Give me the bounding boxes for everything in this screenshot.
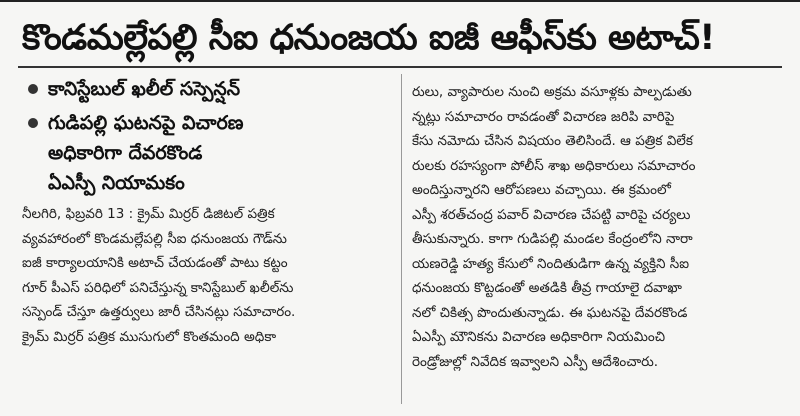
bullet-dot-icon xyxy=(28,118,38,128)
body-line: వ్యవహారంలో కొండమల్లేపల్లి సీఐ ధనుంజయ గౌడ్‌ను xyxy=(22,230,287,247)
column-divider xyxy=(401,74,402,404)
body-line: రులకు రహస్యంగా పోలీస్ శాఖ అధికారులు సమాచారం xyxy=(412,157,696,174)
body-line: రులు, వ్యాపారుల నుంచి అక్రమ వసూళ్లకు పాల్పడుతు xyxy=(412,84,692,100)
body-line: కేసు నమోదు చేసిన విషయం తెలిసిందే. ఆ పత్రిక విలేక xyxy=(412,133,693,149)
bullet-text xyxy=(48,108,378,198)
bullet-text xyxy=(48,74,378,104)
body-line: రెండ్రోజుల్లో నివేదిక ఇవ్వాలని ఎస్పీ ఆదేశించారు. xyxy=(412,353,659,370)
body-line: యణరెడ్డి హత్య కేసులో నిందితుడిగా ఉన్న వ్యక్తిని సీఐ xyxy=(412,255,690,272)
body-line: నీలగిరి, ఫిబ్రవరి 13 : క్రైమ్ మిర్రర్ డిజిటల్ పత్రిక xyxy=(22,206,275,222)
bullet-line: అధికారిగా దేవరకొండ xyxy=(48,142,203,164)
body-line: నలో చికిత్స పొందుతున్నాడు. ఈ ఘటనపై దేవరకొండ xyxy=(412,304,688,321)
body-line: ధనుంజయ కొట్టడంతో అతడికి తీవ్ర గాయాలై దవాఖా xyxy=(412,280,682,296)
body-line: ఐజీ కార్యాలయానికి అటాచ్ చేయడంతో పాటు కట్టం xyxy=(22,255,288,271)
body-line: ఏఎస్పీ మౌనికను విచారణ అధికారిగా నియమించి xyxy=(412,329,666,345)
body-line: తీసుకున్నారు. కాగా గుడిపల్లి మండల కేంద్రంలోని నారా xyxy=(412,231,693,247)
headline-rule xyxy=(18,66,782,68)
right-column xyxy=(412,80,782,410)
bullet-line: ఏఎస్పీ నియామకం xyxy=(48,172,185,194)
body-line: క్రైమ్ మిర్రర్ పత్రిక ముసుగులో కొంతమంది అధికా xyxy=(22,328,277,345)
left-column xyxy=(22,74,394,414)
bullet-point xyxy=(22,108,394,198)
bullet-line: గుడిపల్లి ఘటనపై విచారణ xyxy=(48,112,244,134)
body-line: అందిస్తున్నారని ఆరోపణలు వచ్చాయి. ఈ క్రమంలో xyxy=(412,182,671,198)
bullet-point xyxy=(22,74,394,104)
body-line: గూర్ పీఎస్ పరిధిలో పనిచేస్తున్న కానిస్టేబుల్ ఖలీల్‌ను xyxy=(22,279,294,296)
bullet-line: కానిస్టేబుల్ ఖలీల్ సస్పెన్షన్ xyxy=(48,78,241,100)
bullet-dot-icon xyxy=(28,84,38,94)
body-line: న్నట్లు సమాచారం రావడంతో విచారణ జరిపి వారిపై xyxy=(412,108,675,125)
body-line: ఎస్పీ శరత్‌చంద్ర పవార్ విచారణ చేపట్టి వారిపై చర్యలు xyxy=(412,206,691,223)
body-line: సస్పెండ్ చేస్తూ ఉత్తర్వులు జారీ చేసినట్లు సమాచారం. xyxy=(22,304,296,320)
left-body-text xyxy=(22,202,394,349)
headline: కొండమల్లేపల్లి సీఐ ధనుంజయ ఐజీ ఆఫీస్‌కు అటాచ్! xyxy=(22,18,715,58)
